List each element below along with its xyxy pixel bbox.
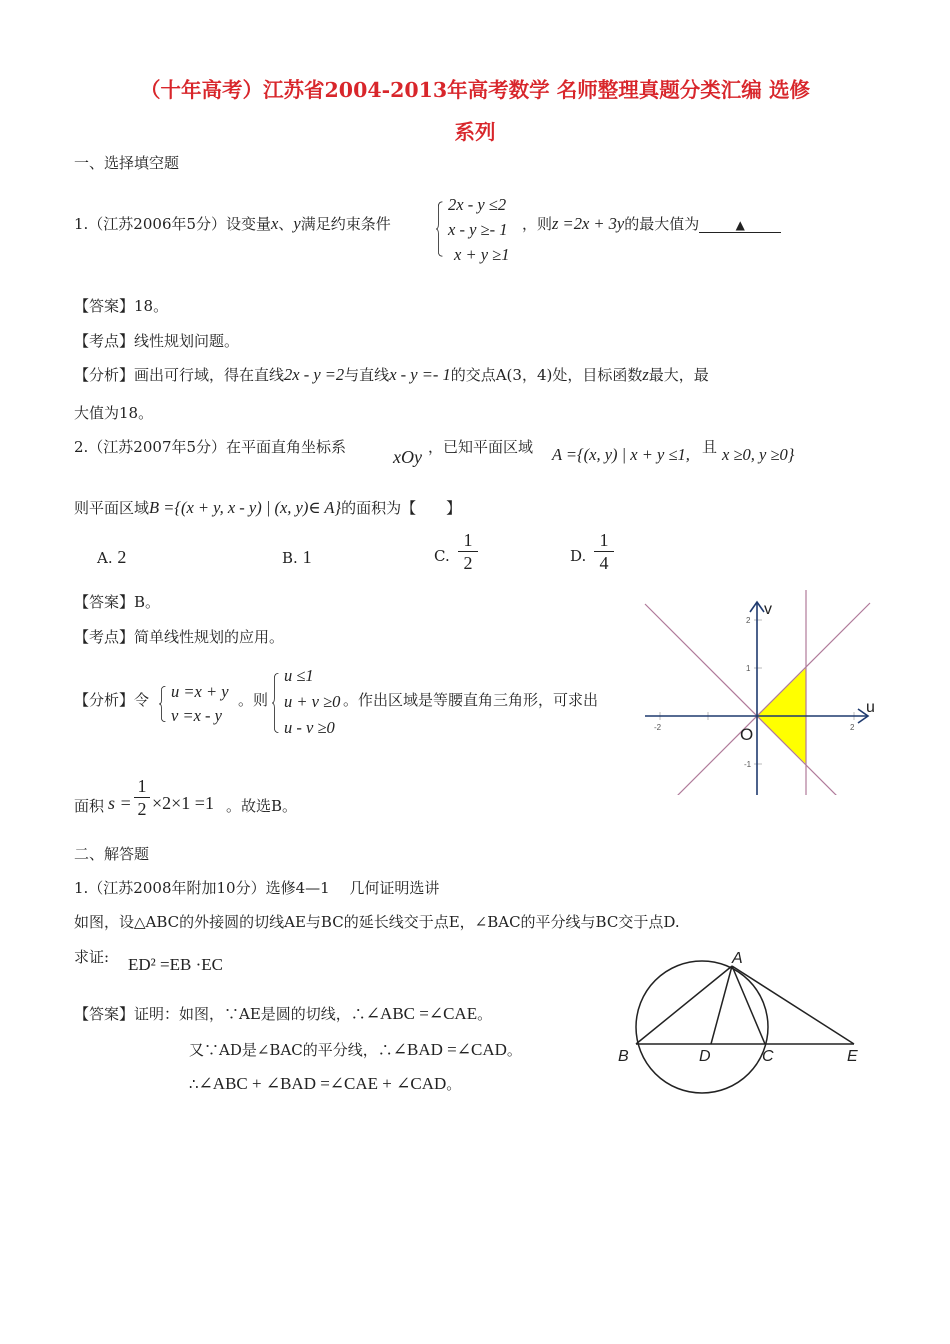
tick-y-2: 2 — [746, 616, 751, 625]
q1-answer: 【答案】18。 — [74, 297, 169, 315]
p1-answer-line1: 【答案】证明：如图，∵AE是圆的切线，∴∠ABC =∠CAE。 — [74, 1004, 493, 1023]
p1-answer-line3: ∴∠ABC + ∠BAD =∠CAE + ∠CAD。 — [189, 1074, 462, 1093]
tick-y-1: 1 — [746, 664, 751, 673]
q2-answer: 【答案】B。 — [74, 593, 161, 611]
geometry-figure — [610, 945, 870, 1100]
axis-u-label: u — [866, 699, 875, 716]
q1-constraint-3: x + y ≥1 — [454, 245, 510, 264]
q2-stem-a: 2.（江苏2007年5分）在平面直角坐标系 — [74, 438, 347, 456]
label-a: A — [732, 950, 743, 967]
p1-answer-line2: 又∵AD是∠BAC的平分线，∴∠BAD =∠CAD。 — [189, 1040, 522, 1059]
line-ab — [636, 966, 732, 1044]
line-ae — [732, 966, 854, 1044]
tick-y-neg1: -1 — [744, 760, 752, 769]
q2-analysis-a: 【分析】令 — [74, 691, 150, 709]
brace-icon — [272, 664, 280, 742]
q2-stem-b: ，已知平面区域 — [428, 438, 534, 456]
q2-then: 。则 — [238, 691, 269, 709]
brace-icon — [436, 193, 444, 265]
q2-set-a-tail: x ≥0, y ≥0} — [722, 445, 795, 464]
q2-coord-system: xOy — [393, 447, 422, 467]
label-c: C — [762, 1048, 774, 1065]
q1-tail: ，则z =2x + 3y的最大值为 ▲ — [522, 213, 781, 234]
q2-point: 【考点】简单线性规划的应用。 — [74, 628, 285, 646]
brace-icon — [159, 680, 167, 728]
axis-v-label: v — [764, 601, 772, 618]
title-line-1: （十年高考）江苏省2004-2013年高考数学 名师整理真题分类汇编 选修 — [140, 78, 810, 102]
q2-option-c-fraction: 1 2 — [458, 530, 478, 573]
q2-area-end: 。故选B。 — [226, 797, 298, 815]
q1-constraint-2: x - y ≥- 1 — [448, 220, 508, 239]
label-e: E — [847, 1048, 858, 1065]
q2-and: 且 — [702, 438, 718, 456]
uv-region-graph — [640, 590, 880, 795]
q2-area-label: 面积 — [74, 797, 105, 815]
line-ad — [711, 966, 732, 1044]
q2-option-b: B. 1 — [282, 547, 312, 567]
q2-uv-constraints — [272, 664, 344, 742]
section-heading-choice: 一、选择填空题 — [74, 154, 180, 172]
q2-sub-u: u =x + y — [171, 682, 229, 701]
title-line-2: 系列 — [454, 120, 496, 144]
origin-label: O — [740, 725, 754, 744]
q2-area-fraction: 1 2 — [134, 776, 150, 819]
p1-prove-expr: ED² =EB ·EC — [128, 955, 223, 974]
q2-uv-cons-2: u + v ≥0 — [284, 692, 341, 711]
tick-x-neg2: -2 — [654, 723, 662, 732]
q1-stem: 1.（江苏2006年5分）设变量x、y满足约束条件 — [74, 214, 391, 233]
q2-set-a: A ={(x, y) | x + y ≤1, — [552, 445, 690, 464]
q2-uv-cons-3: u - v ≥0 — [284, 718, 335, 737]
label-d: D — [699, 1048, 711, 1065]
tick-x-2: 2 — [850, 723, 855, 732]
p1-header: 1.（江苏2008年附加10分）选修4—1 几何证明选讲 — [74, 879, 440, 897]
q2-option-a: A. 2 — [97, 547, 127, 567]
q2-sub-v: v =x - y — [171, 706, 222, 725]
q1-point: 【考点】线性规划问题。 — [74, 332, 240, 350]
q2-option-d-label: D. — [570, 547, 587, 565]
q2-uv-cons-1: u ≤1 — [284, 666, 314, 685]
q2-area-s: s = — [108, 793, 132, 813]
q2-option-d-fraction: 1 4 — [594, 530, 614, 573]
q1-answer-blank: ▲ — [699, 218, 781, 233]
section-heading-solution: 二、解答题 — [74, 845, 150, 863]
q1-constraint-1: 2x - y ≤2 — [448, 195, 507, 214]
q2-substitution-system — [159, 680, 239, 728]
q1-analysis-cont: 大值为18。 — [74, 404, 154, 422]
p1-prove-label: 求证: — [74, 948, 110, 966]
line-ac — [732, 966, 765, 1044]
q1-objective: z =2x + 3y — [552, 214, 625, 233]
q2-area-expr: ×2×1 =1 — [152, 793, 214, 813]
q2-option-c-label: C. — [434, 547, 450, 565]
label-b: B — [618, 1048, 629, 1065]
q1-analysis: 【分析】画出可行域，得在直线2x - y =2与直线x - y =- 1的交点A(3，4)处，目标函数z最大，最 — [74, 365, 709, 384]
q2-set-b: B ={(x + y, x - y) | (x, y)∈ A} — [149, 498, 342, 517]
p1-stem: 如图，设△ABC的外接圆的切线AE与BC的延长线交于点E，∠BAC的平分线与BC交于点D. — [74, 913, 680, 931]
q2-stem-line2: 则平面区域B ={(x + y, x - y) | (x, y)∈ A}的面积为【 】 — [74, 498, 462, 517]
q2-analysis-b: 。作出区域是等腰直角三角形，可求出 — [343, 691, 599, 709]
